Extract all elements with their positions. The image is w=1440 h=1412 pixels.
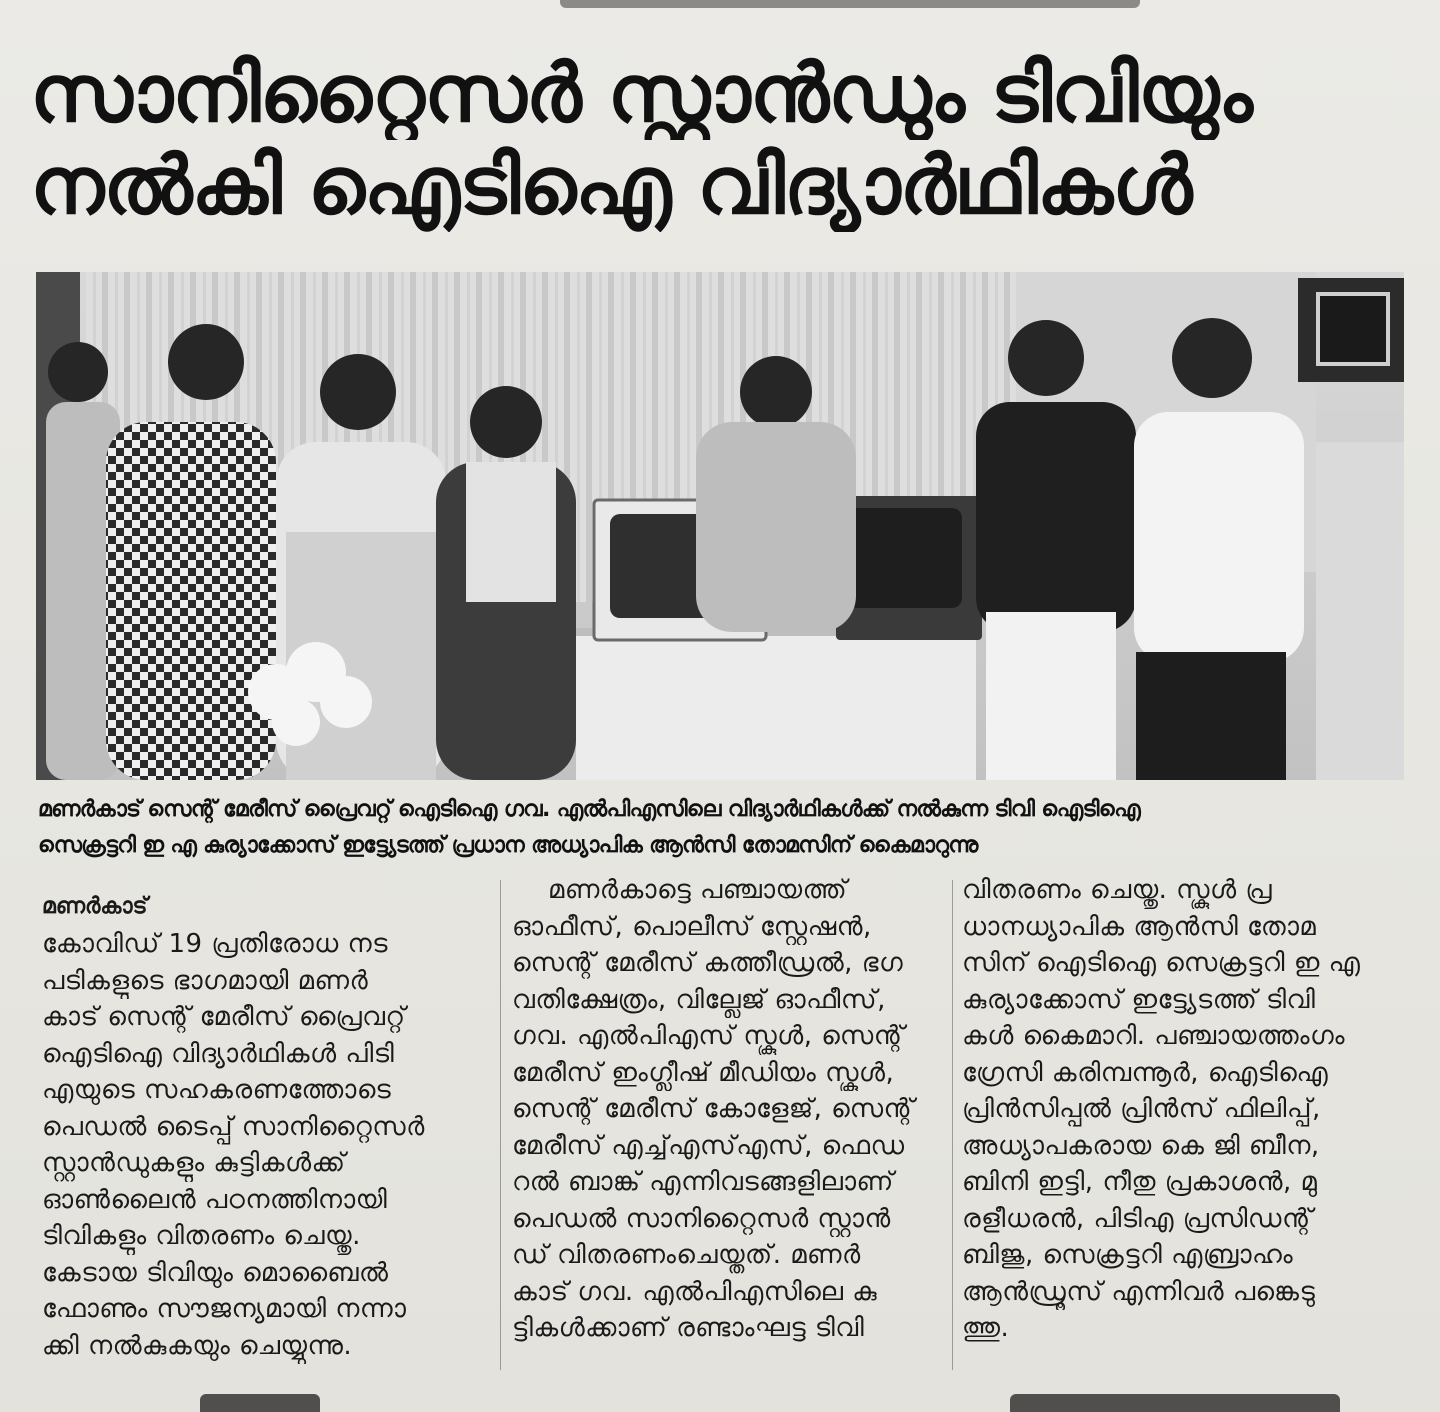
column2-line: കാട് ഗവ. എൽപിഎസിലെ കു xyxy=(512,1276,878,1307)
column1-line: സ്റ്റാൻഡുകളും കുട്ടികൾക്ക് xyxy=(42,1148,346,1178)
column2-line: ട്ടികൾക്കാണ് രണ്ടാംഘട്ട ടിവി xyxy=(512,1313,865,1343)
column3-line: ധാനധ്യാപിക ആൻസി തോമ xyxy=(962,911,1317,942)
column3-line: സിന് ഐടിഐ സെക്രട്ടറി ഇ എ xyxy=(962,948,1361,978)
column2-line: ഡ് വിതരണംചെയ്തത്. മണർ xyxy=(512,1240,861,1270)
column1-line: പടികളുടെ ഭാഗമായി മണർ xyxy=(42,965,369,996)
column3-line: പ്രിൻസിപ്പൽ പ്രിൻസ് ഫിലിപ്പ്, xyxy=(962,1094,1321,1124)
column2-line: വതിക്ഷേത്രം, വില്ലേജ് ഓഫീസ്, xyxy=(512,984,886,1015)
column1-line: ഐടിഐ വിദ്യാർഥികൾ പിടി xyxy=(42,1038,395,1069)
column2-line: മണർകാട്ടെ പഞ്ചായത്ത് xyxy=(548,875,848,905)
caption-line-1: മണർകാട് സെന്റ് മേരീസ് പ്രൈവറ്റ് ഐടിഐ ഗവ. എൽപിഎസിലെ വിദ്യാർഥികൾക്ക് നൽകുന്ന ടിവി ഐടിഐ xyxy=(38,797,1141,822)
column2-line: സെന്റ് മേരീസ് കത്തീഡ്രൽ, ഭഗ xyxy=(512,948,904,978)
column1-line: പെഡൽ ടൈപ്പ് സാനിറ്റൈസർ xyxy=(42,1111,425,1142)
column-divider xyxy=(500,880,501,1370)
clipped-bottom-text-strip xyxy=(200,1394,320,1412)
caption-line-2: സെക്രട്ടറി ഇ എ കുര്യാക്കോസ് ഇട്ട്യേടത്ത് പ്രധാന അധ്യാപിക ആൻസി തോമസിന് കൈമാറുന്നു xyxy=(38,833,978,858)
article-column-1 xyxy=(42,872,490,1364)
article-column-3 xyxy=(962,872,1402,1347)
column2-line: ഓഫീസ്, പൊലീസ് സ്റ്റേഷൻ, xyxy=(512,911,872,942)
column-divider xyxy=(952,880,953,1370)
column1-line: ടിവികളും വിതരണം ചെയ്തു. xyxy=(42,1221,361,1251)
news-photo xyxy=(36,272,1404,780)
headline-line-1: സാനിറ്റൈസർ സ്റ്റാൻഡും ടിവിയും xyxy=(30,48,1252,140)
photo-illustration xyxy=(36,272,1404,780)
column1-line: ക്കി നൽകുകയും ചെയ്യുന്നു. xyxy=(42,1330,353,1361)
headline xyxy=(30,48,1410,232)
clipped-bottom-text-strip xyxy=(1010,1394,1340,1412)
column2-line: ഗവ. എൽപിഎസ് സ്കൂൾ, സെന്റ് xyxy=(512,1021,905,1051)
column3-line: കുര്യാക്കോസ് ഇട്ട്യേടത്ത് ടിവി xyxy=(962,984,1316,1015)
column2-line: മേരീസ് എച്ച്എസ്എസ്, ഫെഡ xyxy=(512,1130,905,1161)
column3-line: രളീധരൻ, പിടിഎ പ്രസിഡന്റ് xyxy=(962,1203,1314,1234)
dateline: മണർകാട് xyxy=(42,894,148,919)
column1-line: കോവിഡ് 19 പ്രതിരോധ നട xyxy=(42,929,388,959)
column2-line: മേരീസ് ഇംഗ്ലീഷ് മീഡിയം സ്കൂൾ, xyxy=(512,1057,895,1088)
column1-line: കാട് സെന്റ് മേരീസ് പ്രൈവറ്റ് xyxy=(42,1002,406,1032)
column3-line: ബിജു, സെക്രട്ടറി എബ്രാഹം xyxy=(962,1240,1294,1270)
column3-line: കൾ കൈമാറി. പഞ്ചായത്തംഗം xyxy=(962,1021,1346,1051)
column3-line: അധ്യാപകരായ കെ ജി ബീന, xyxy=(962,1130,1320,1161)
column2-line: റൽ ബാങ്ക് എന്നിവടങ്ങളിലാണ് xyxy=(512,1167,894,1197)
column3-line: ത്തു. xyxy=(962,1313,1010,1343)
column3-line: ആൻഡ്രൂസ് എന്നിവർ പങ്കെടു xyxy=(962,1276,1316,1307)
column2-line: പെഡൽ സാനിറ്റൈസർ സ്റ്റാൻ xyxy=(512,1203,891,1234)
column1-line: ഫോണും സൗജന്യമായി നന്നാ xyxy=(42,1294,407,1324)
headline-line-2: നൽകി ഐടിഐ വിദ്യാർഥികൾ xyxy=(30,140,1192,232)
column3-line: ബിനി ഇട്ടി, നീതു പ്രകാശൻ, മു xyxy=(962,1167,1318,1197)
clipped-top-text-strip xyxy=(560,0,1140,8)
column1-line: എയുടെ സഹകരണത്തോടെ xyxy=(42,1075,392,1105)
column1-line: ഓൺലൈൻ പഠനത്തിനായി xyxy=(42,1184,388,1215)
column2-line: സെന്റ് മേരീസ് കോളേജ്, സെന്റ് xyxy=(512,1094,915,1124)
photo-caption xyxy=(38,792,1408,864)
column1-line: കേടായ ടിവിയും മൊബൈൽ xyxy=(42,1257,389,1288)
column3-line: ഗ്രേസി കരിമ്പന്നൂർ, ഐടിഐ xyxy=(962,1057,1329,1088)
column3-line: വിതരണം ചെയ്തു. സ്കൂൾ പ്ര xyxy=(962,875,1273,905)
article-column-2 xyxy=(512,872,942,1347)
